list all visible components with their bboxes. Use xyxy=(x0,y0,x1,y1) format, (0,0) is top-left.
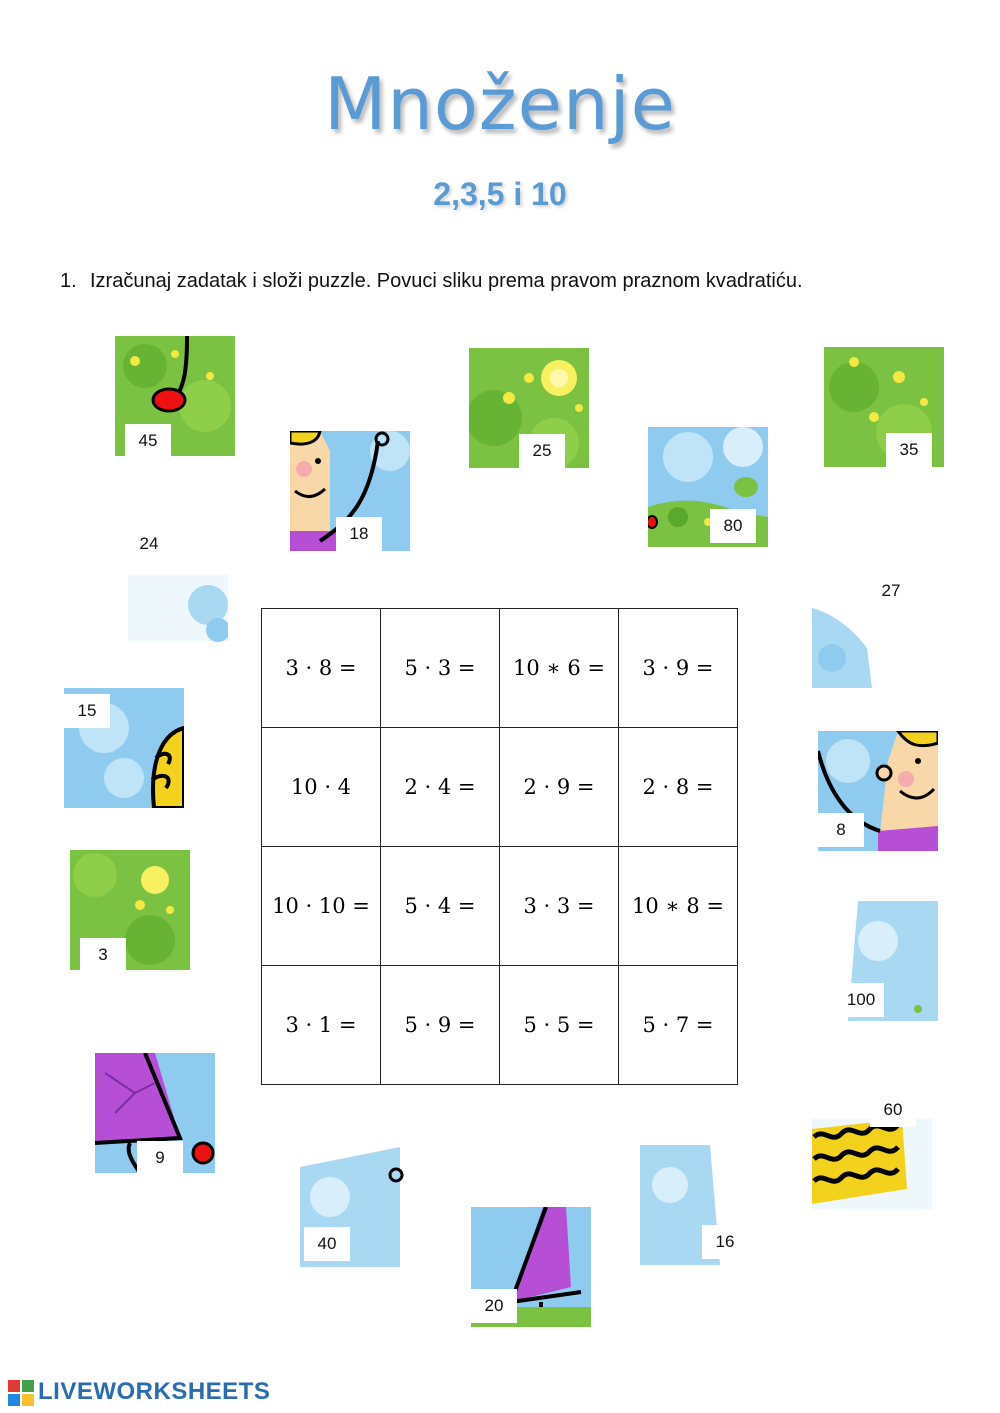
drop-cell[interactable]: 10 · 4 xyxy=(262,728,381,847)
puzzle-piece[interactable] xyxy=(70,850,190,970)
puzzle-piece[interactable] xyxy=(812,1089,932,1209)
puzzle-piece[interactable] xyxy=(108,525,228,645)
piece-label: 20 xyxy=(471,1289,517,1323)
instruction xyxy=(60,270,803,293)
piece-label: 80 xyxy=(710,509,756,543)
puzzle-piece[interactable] xyxy=(824,347,944,467)
puzzle-piece[interactable] xyxy=(818,731,938,851)
drop-cell[interactable]: 5 · 4 = xyxy=(381,847,500,966)
puzzle-piece[interactable] xyxy=(640,1145,760,1265)
drop-cell[interactable]: 2 · 8 = xyxy=(619,728,738,847)
puzzle-piece[interactable] xyxy=(64,688,184,808)
piece-label: 18 xyxy=(336,517,382,551)
drop-cell[interactable]: 3 · 9 = xyxy=(619,609,738,728)
drop-cell[interactable]: 5 · 3 = xyxy=(381,609,500,728)
multiplication-grid xyxy=(261,608,738,1085)
drop-cell[interactable]: 10 ∗ 6 = xyxy=(500,609,619,728)
drop-cell[interactable]: 5 · 7 = xyxy=(619,966,738,1085)
piece-label: 27 xyxy=(868,574,914,608)
puzzle-piece[interactable] xyxy=(469,348,589,468)
piece-label: 8 xyxy=(818,813,864,847)
piece-label: 3 xyxy=(80,938,126,972)
piece-label: 45 xyxy=(125,424,171,458)
drop-cell[interactable]: 3 · 3 = xyxy=(500,847,619,966)
drop-cell[interactable]: 2 · 4 = xyxy=(381,728,500,847)
drop-cell[interactable]: 5 · 5 = xyxy=(500,966,619,1085)
drop-cell[interactable]: 10 ∗ 8 = xyxy=(619,847,738,966)
drop-cell[interactable]: 5 · 9 = xyxy=(381,966,500,1085)
puzzle-piece[interactable] xyxy=(95,1053,215,1173)
worksheet-subtitle: 2,3,5 i 10 xyxy=(433,176,567,212)
piece-label: 9 xyxy=(137,1141,183,1175)
piece-label: 35 xyxy=(886,433,932,467)
puzzle-piece[interactable] xyxy=(300,1147,420,1267)
drop-cell[interactable]: 2 · 9 = xyxy=(500,728,619,847)
drop-cell[interactable]: 3 · 1 = xyxy=(262,966,381,1085)
puzzle-piece[interactable] xyxy=(812,568,932,688)
puzzle-piece[interactable] xyxy=(818,901,938,1021)
instruction-number: 1. xyxy=(60,270,77,292)
piece-label: 100 xyxy=(838,983,884,1017)
piece-label: 15 xyxy=(64,694,110,728)
piece-label: 16 xyxy=(702,1225,748,1259)
logo-icon xyxy=(8,1380,34,1406)
logo-text: LIVEWORKSHEETS xyxy=(38,1378,271,1405)
worksheet-title: Množenje xyxy=(324,62,676,146)
piece-label: 60 xyxy=(870,1093,916,1127)
instruction-text: Izračunaj zadatak i složi puzzle. Povuci sliku prema pravom praznom kvadratiću. xyxy=(90,270,803,292)
puzzle-piece[interactable] xyxy=(471,1207,591,1327)
puzzle-piece[interactable] xyxy=(290,431,410,551)
drop-cell[interactable]: 3 · 8 = xyxy=(262,609,381,728)
puzzle-piece[interactable] xyxy=(648,427,768,547)
piece-label: 40 xyxy=(304,1227,350,1261)
piece-label: 24 xyxy=(126,527,172,561)
piece-label: 25 xyxy=(519,434,565,468)
drop-cell[interactable]: 10 · 10 = xyxy=(262,847,381,966)
puzzle-piece[interactable] xyxy=(115,336,235,456)
